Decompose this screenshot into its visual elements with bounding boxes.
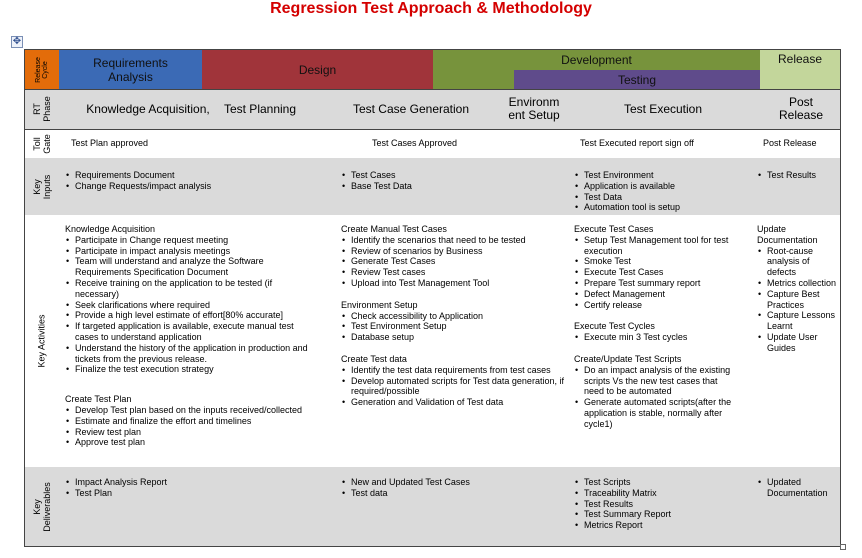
list-item: • Capture Lessons Learnt [757,310,837,332]
list-item: • Capture Best Practices [757,289,837,311]
activities-heading: Create Test data [341,353,407,364]
list-item: • Review of scenarios by Business [341,246,566,257]
inputs-col1 [65,170,335,192]
row-header-key-inputs [25,158,59,215]
list-item: • Understand the history of the application in production and tickets from the previous release. [65,343,315,365]
resize-handle-icon[interactable] [840,544,846,550]
list-item: • Develop Test plan based on the inputs received/collected [65,405,315,416]
move-handle-icon[interactable]: ✥ [12,36,22,47]
list-item: • Test Environment Setup [341,321,566,332]
phase-generation: Test Case Generation [352,101,470,116]
spacer [65,375,315,394]
list-item: • Do an impact analysis of the existing scripts Vs the new test cases that need to be automated [574,365,736,397]
row-header-rt-phase [25,89,59,129]
list-item: • Finalize the test execution strategy [65,364,315,375]
row-header-key-deliverables [25,467,59,546]
activities-heading: Knowledge Acquisition [65,224,156,234]
list-item: • Root-cause analysis of defects [757,246,837,278]
list-item: • Updated Documentation [757,477,837,499]
row-header-key-activities [25,215,59,467]
cycle-requirements-label: Requirements Analysis [93,55,168,84]
list-item: • Receive training on the application to be tested (if necessary) [65,278,315,300]
divider [25,129,840,130]
gate-executed: Test Executed report sign off [580,138,694,148]
phase-environment: Environm ent Setup [508,95,560,122]
list-item: • Review Test cases [341,267,566,278]
list-item: • Application is available [574,181,754,192]
cycle-development-label: Development [561,53,632,67]
spacer [341,289,566,300]
list-item: • Participate in impact analysis meetings [65,246,315,257]
list-item: • If targeted application is available, execute manual test cases to understand application [65,321,315,343]
list-item: • Impact Analysis Report [65,477,325,488]
list-item: • Base Test Data [341,181,566,192]
activities-heading: Create/Update Test Scripts [574,353,682,364]
deliverables-col4 [757,477,837,499]
activities-col4 [757,224,837,354]
phase-execution: Test Execution [623,101,703,116]
page-title: Regression Test Approach & Methodology [270,0,592,17]
list-item: • Generation and Validation of Test data [341,397,566,408]
cycle-design [202,50,433,89]
cycle-requirements [59,50,202,89]
list-item: • Metrics collection [757,278,837,289]
list-item: • Execute Test Cases [574,267,736,278]
activities-heading: Environment Setup [341,299,418,310]
list-item: • Prepare Test summary report [574,278,736,289]
list-item: • Traceability Matrix [574,488,754,499]
spacer [574,343,736,354]
list-item: • Develop automated scripts for Test data generation, if required/possible [341,376,566,398]
list-item: • Generate Test Cases [341,256,566,267]
row-header-label: Key Inputs [32,174,52,199]
list-item: • Test Summary Report [574,509,754,520]
list-item: • Update User Guides [757,332,837,354]
list-item: • Automation tool is setup [574,202,754,213]
activities-heading: Execute Test Cycles [574,321,655,332]
list-item: • Approve test plan [65,437,315,448]
activities-col1 [65,224,315,448]
deliverables-col3 [574,477,754,531]
list-item: • Provide a high level estimate of effort[80% accurate] [65,310,315,321]
list-item: • Test Results [574,499,754,510]
list-item: • Test Data [574,192,754,203]
cycle-testing-label: Testing [617,72,657,87]
list-item: • Execute min 3 Test cycles [574,332,736,343]
list-item: • Database setup [341,332,566,343]
activities-heading: Update Documentation [757,224,818,245]
cycle-testing [514,70,760,89]
inputs-col2 [341,170,566,192]
activities-heading: Create Manual Test Cases [341,224,447,234]
list-item: • Setup Test Management tool for test execution [574,235,736,257]
list-item: • Estimate and finalize the effort and timelines [65,416,315,427]
list-item: • Test data [341,488,566,499]
deliverables-col2 [341,477,566,499]
list-item: • New and Updated Test Cases [341,477,566,488]
methodology-table [24,49,841,547]
gate-cases: Test Cases Approved [372,138,458,148]
list-item: • Test Environment [574,170,754,181]
cycle-release-label: Release [777,52,823,66]
deliverables-col1 [65,477,325,499]
spacer [341,343,566,354]
list-item: • Metrics Report [574,520,754,531]
row-header-label: Release Cycle [35,56,49,83]
list-item: • Smoke Test [574,256,736,267]
list-item: • Generate automated scripts(after the application is stable, normally after cycle1) [574,397,736,429]
spacer [574,310,736,321]
row-header-release-cycle [25,50,59,89]
list-item: • Change Requests/impact analysis [65,181,335,192]
cycle-design-label: Design [298,62,337,77]
list-item: • Upload into Test Management Tool [341,278,566,289]
list-item: • Identify the scenarios that need to be tested [341,235,566,246]
list-item: • Test Scripts [574,477,754,488]
phase-planning: Test Planning [223,101,297,116]
list-item: • Team will understand and analyze the Software Requirements Specification Document [65,256,315,278]
inputs-col4 [757,170,837,181]
activities-col3 [574,224,736,430]
list-item: • Certify release [574,300,736,311]
list-item: • Test Plan [65,488,325,499]
gate-post: Post Release [763,138,817,148]
cycle-development [433,50,760,70]
list-item: • Requirements Document [65,170,335,181]
list-item: • Check accessibility to Application [341,311,566,322]
list-item: • Test Cases [341,170,566,181]
cycle-development-fill [433,70,514,89]
row-header-label: RT Phase [32,96,52,122]
phase-knowledge: Knowledge Acquisition, [86,101,210,116]
list-item: • Review test plan [65,427,315,438]
row-header-label: Key Deliverables [32,481,53,532]
list-item: • Defect Management [574,289,736,300]
activities-col2 [341,224,566,408]
list-item: • Identify the test data requirements from test cases [341,365,566,376]
row-header-toll-gate [25,129,59,158]
list-item: • Test Results [757,170,837,181]
gate-plan: Test Plan approved [71,138,149,148]
inputs-col3 [574,170,754,213]
cycle-release [760,50,840,89]
activities-heading: Execute Test Cases [574,224,654,234]
list-item: • Seek clarifications where required [65,300,315,311]
row-header-label: Key Activities [37,314,47,368]
phase-post-release: Post Release [778,95,824,122]
row-header-label: Toll Gate [32,133,52,154]
list-item: • Participate in Change request meeting [65,235,315,246]
activities-heading: Create Test Plan [65,394,132,405]
